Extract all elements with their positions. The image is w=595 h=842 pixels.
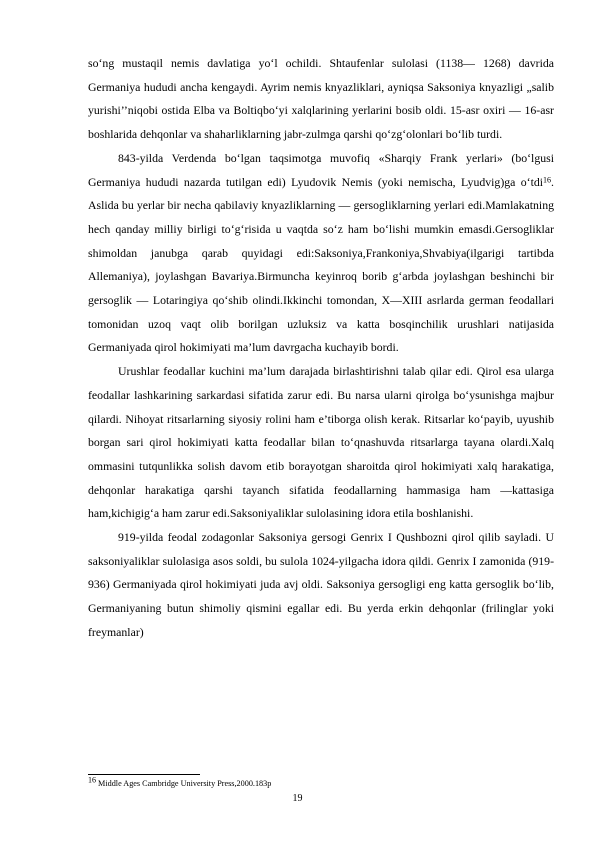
paragraph-2-text-before: 843-yilda Verdenda bo‘lgan taqsimotga muvofiq «Sharqiy Frank yerlari» (bo‘lgusi Germaniya hududi nazarda tutilgan edi) Lyudovik Nemis (yoki nemischa, Lyudvig)ga o‘tdi — [88, 150, 554, 189]
footnote-reference[interactable]: 16 — [543, 174, 552, 184]
body-text — [88, 52, 554, 645]
footnote-text: Middle Ages Cambridge University Press,2000.183p — [96, 779, 272, 788]
footnote — [88, 775, 554, 789]
page-number: 19 — [292, 793, 303, 804]
paragraph-4: 919-yilda feodal zodagonlar Saksoniya gersogi Genrix I Qushbozni qirol qilib sayladi. U saksoniyaliklar sulolasiga asos soldi, bu sulola 1024-yilgacha idora qildi. Genrix I zamonida (919-936) Germaniyada qirol hokimiyati juda avj oldi. Saksoniya gersogligi eng katta gersoglik bo‘lib, Germaniyaning butun shimoliy qismini egallar edi. Bu yerda erkin dehqonlar (frilinglar yoki freymanlar) — [88, 530, 554, 639]
footnote-marker: 16 — [88, 775, 96, 785]
paragraph-2 — [88, 147, 554, 360]
paragraph-1: soʻng mustaqil nemis davlatiga yoʻl ochildi. Shtaufenlar sulolasi (1138— 1268) davrida Germaniya hududi ancha kengaydi. Ayrim nemis knyazliklari, ayniqsa Saksoniya knyazligi „salib yurishi’’niqobi ostida Elba va Boltiqboʻyi xalqlarining yerlarini bosib oldi. 15-asr oxiri — 16-asr boshlarida dehqonlar va shaharliklarning jabr-zulmga qarshi qoʻzgʻolonlari boʻlib turdi. — [88, 56, 554, 142]
paragraph-3: Urushlar feodallar kuchini ma’lum darajada birlashtirishni talab qilar edi. Qirol esa ularga feodallar lashkarining sarkardasi sifatida zarur edi. Bu narsa ularni qirolga bo‘ysunishga majbur qilardi. Nihoyat ritsarlarning siyosiy rolini ham e’tiborga olish kerak. Ritsarlar ko‘payib, uyushib borgan sari qirol hokimiyati katta feodallar bilan to‘qnashuvda ritsarlarga tayana olardi.Xalq ommasini tutqunlikka solish davom etib borayotgan sharoitda qirol hokimiyati xalq harakatiga, dehqonlar harakatiga qarshi tayanch sifatida feodallarning hammasiga ham —kattasiga ham,kichigig‘a ham zarur edi.Saksoniyaliklar sulolasining idora etila boshlanishi. — [88, 364, 554, 521]
paragraph-2-text-after: . Aslida bu yerlar bir necha qabilaviy knyazliklarning — gersogliklarning yerlari edi.Mamlakatning hech qanday milliy birligi to‘g‘risida u vaqtda so‘z ham bo‘lishi mumkin emasdi.Gersogliklar shimoldan janubga qarab quyidagi edi:Saksoniya,Frankoniya,Shvabiya(ilgarigi tartibda Allemaniya), joylashgan Bavariya.Birmuncha keyinroq borib g‘arbda joylashgan beshinchi bir gersoglik — Lotaringiya qo‘shib olindi.Ikkinchi tomondan, X—XIII asrlarda german feodallari tomonidan uzoq vaqt olib borilgan uzluksiz va katta bosqinchilik urushlari natijasida Germaniyada qirol hokimiyati ma’lum davrgacha kuchayib bordi. — [88, 174, 554, 355]
footnote-divider — [88, 774, 200, 775]
